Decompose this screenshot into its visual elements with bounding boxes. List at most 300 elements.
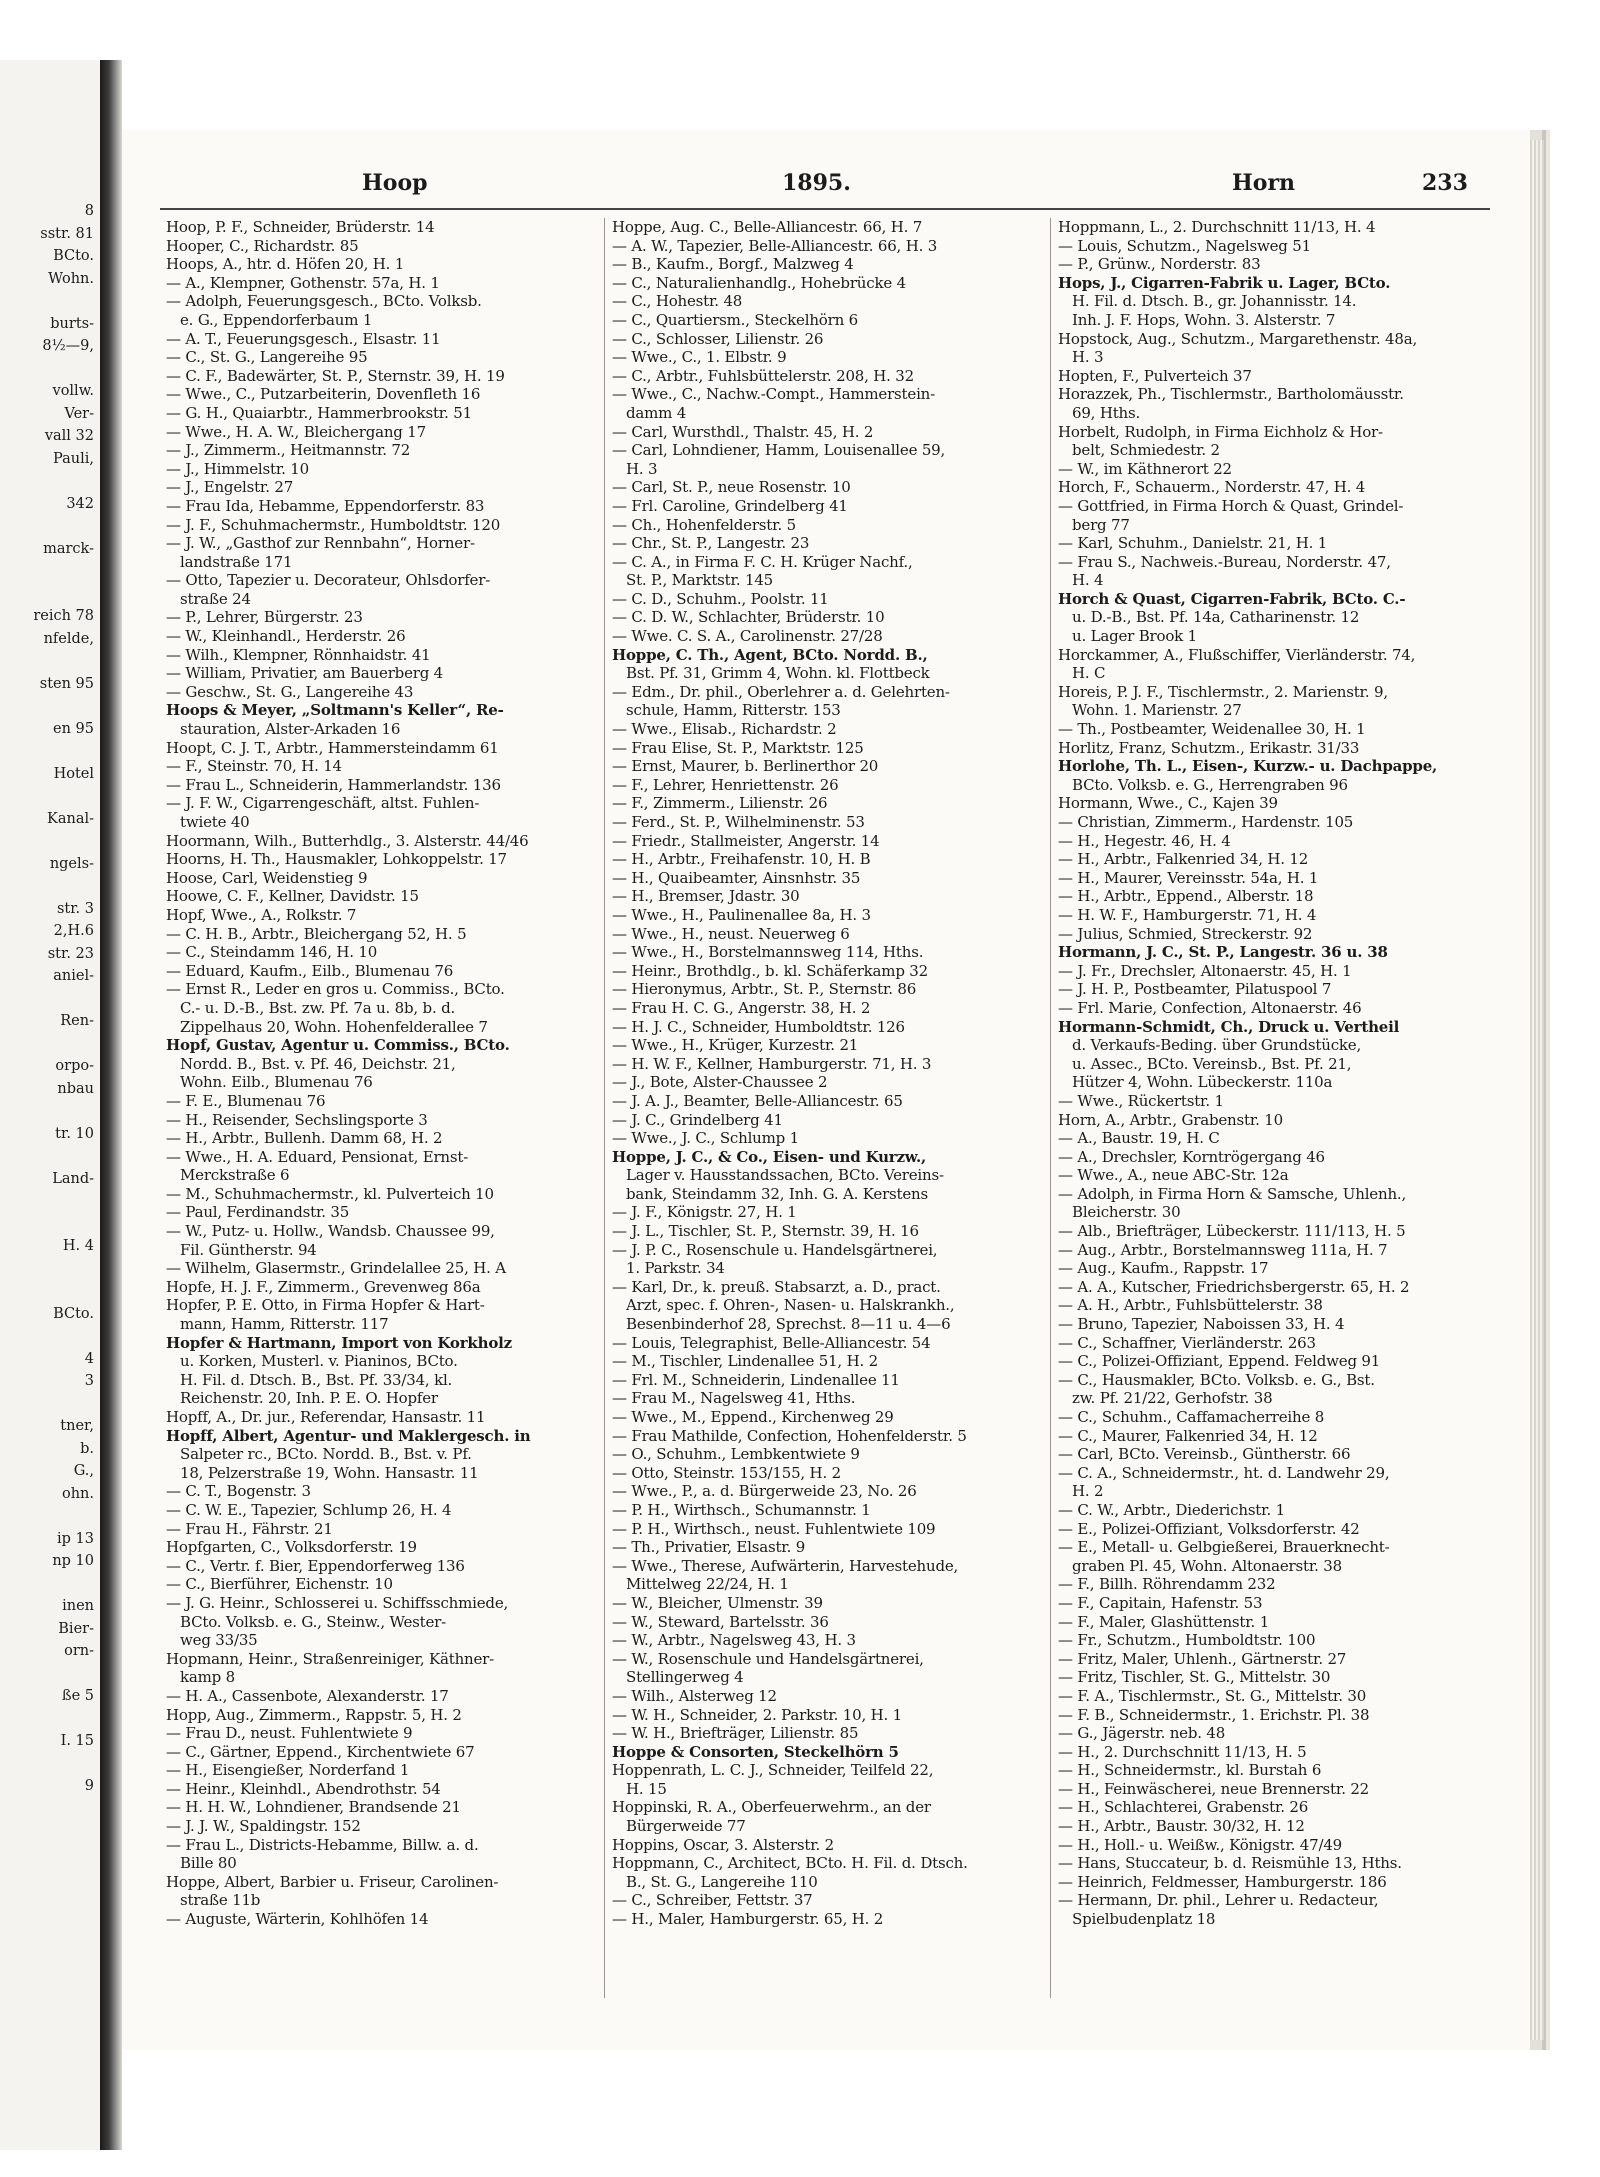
directory-entry: — Otto, Steinstr. 153/155, H. 2 xyxy=(612,1463,841,1482)
directory-entry: Hopfe, H. J. F., Zimmerm., Grevenweg 86a xyxy=(166,1277,481,1296)
directory-entry: H. 15 xyxy=(626,1779,667,1798)
column-2 xyxy=(612,218,1044,1929)
directory-entry: — Wwe., J. C., Schlump 1 xyxy=(612,1129,799,1148)
directory-entry: — Otto, Tapezier u. Decorateur, Ohlsdorfer- xyxy=(166,571,491,590)
directory-entry: Hoose, Carl, Weidenstieg 9 xyxy=(166,868,368,887)
directory-entry: — H., 2. Durchschnitt 11/13, H. 5 xyxy=(1058,1742,1307,1761)
directory-entry: — Geschw., St. G., Langereihe 43 xyxy=(166,682,414,701)
directory-entry: — Fritz, Tischler, St. G., Mittelstr. 30 xyxy=(1058,1668,1331,1687)
directory-entry: Bleicherstr. 30 xyxy=(1072,1203,1181,1222)
directory-entry: H. 3 xyxy=(626,459,658,478)
directory-entry: Reichenstr. 20, Inh. P. E. O. Hopfer xyxy=(180,1389,438,1408)
previous-page-fragment: vollw. xyxy=(52,383,94,399)
directory-entry: Spielbudenplatz 18 xyxy=(1072,1910,1216,1929)
directory-entry: landstraße 171 xyxy=(180,552,293,571)
previous-page-fragment: str. 23 xyxy=(47,945,94,962)
previous-page-fragment xyxy=(0,650,94,673)
directory-entry: — A., Drechsler, Korntrögergang 46 xyxy=(1058,1147,1325,1166)
directory-entry: Horbelt, Rudolph, in Firma Eichholz & Hor- xyxy=(1058,422,1383,441)
directory-entry: — J. G. Heinr., Schlosserei u. Schiffsschmiede, xyxy=(166,1593,509,1612)
directory-entry: e. G., Eppendorferbaum 1 xyxy=(180,310,373,329)
directory-entry: kamp 8 xyxy=(180,1668,235,1687)
directory-entry: Horckammer, A., Flußschiffer, Vierländerstr. 74, xyxy=(1058,645,1416,664)
directory-entry: — Carl, Wursthdl., Thalstr. 45, H. 2 xyxy=(612,422,874,441)
previous-page-fragment: Land- xyxy=(52,1170,94,1187)
directory-entry: — C., Arbtr., Fuhlsbüttelerstr. 208, H. 32 xyxy=(612,366,914,385)
directory-entry: — J. C., Grindelberg 41 xyxy=(612,1110,783,1129)
directory-entry: — O., Schuhm., Lembkentwiete 9 xyxy=(612,1445,860,1464)
previous-page-fragment: Wohn. xyxy=(48,270,94,287)
directory-entry: Hopfer, P. E. Otto, in Firma Hopfer & Hart- xyxy=(166,1296,485,1315)
previous-page-fragment: sten 95 xyxy=(39,675,94,692)
previous-page-fragment: b. xyxy=(80,1440,94,1457)
directory-entry: d. Verkaufs-Beding. über Grundstücke, xyxy=(1072,1036,1362,1055)
previous-page-fragment xyxy=(0,560,94,583)
previous-page-fragment: ße 5 xyxy=(61,1688,94,1704)
directory-entry: — H., Arbtr., Eppend., Alberstr. 18 xyxy=(1058,887,1314,906)
previous-page-fragment: 4 xyxy=(84,1350,94,1367)
directory-entry: — C. A., in Firma F. C. H. Krüger Nachf., xyxy=(612,552,913,571)
directory-entry: — Aug., Kaufm., Rappstr. 17 xyxy=(1058,1259,1269,1278)
directory-entry: — C., Quartiersm., Steckelhörn 6 xyxy=(612,310,858,329)
previous-page-fragment: 8 xyxy=(84,203,94,219)
directory-entry: Hormann, Wwe., C., Kajen 39 xyxy=(1058,794,1278,813)
previous-page-fragment: en 95 xyxy=(53,720,94,737)
directory-entry: — C., Schaffner, Vierländerstr. 263 xyxy=(1058,1333,1316,1352)
previous-page-fragment xyxy=(0,785,94,808)
previous-page-fragment: vall 32 xyxy=(44,428,94,444)
directory-entry: Zippelhaus 20, Wohn. Hohenfelderallee 7 xyxy=(180,1017,488,1036)
previous-page-fragment: Kanal- xyxy=(47,810,94,827)
column-1 xyxy=(166,218,598,1929)
directory-entry: Hoppe, Aug. C., Belle-Alliancestr. 66, H. 7 xyxy=(612,218,923,236)
directory-entry: — H., Schlachterei, Grabenstr. 26 xyxy=(1058,1798,1309,1817)
directory-entry: — H., Eisengießer, Norderfand 1 xyxy=(166,1761,410,1780)
previous-page-fragment xyxy=(0,1325,94,1348)
directory-entry: — A., Baustr. 19, H. C xyxy=(1058,1129,1220,1148)
directory-entry: Horch, F., Schauerm., Norderstr. 47, H. 4 xyxy=(1058,478,1366,497)
directory-entry: — F. B., Schneidermstr., 1. Erichstr. Pl. 38 xyxy=(1058,1705,1370,1724)
directory-entry: BCto. Volksb. e. G., Steinw., Wester- xyxy=(180,1612,446,1631)
page-header xyxy=(152,170,1502,210)
directory-entry: — Wwe., H., Paulinenallee 8a, H. 3 xyxy=(612,905,871,924)
directory-entry: Hoppe, J. C., & Co., Eisen- und Kurzw., xyxy=(612,1147,927,1166)
directory-entry: H. C xyxy=(1072,664,1106,683)
directory-entry: — C., Schuhm., Caffamacherreihe 8 xyxy=(1058,1408,1325,1426)
previous-page-fragment: Ren- xyxy=(60,1013,94,1029)
directory-entry: — C., Vertr. f. Bier, Eppendorferweg 136 xyxy=(166,1556,465,1575)
directory-entry: u. Assec., BCto. Vereinsb., Bst. Pf. 21, xyxy=(1072,1054,1352,1073)
previous-page-fragment xyxy=(0,1145,94,1168)
directory-entry: — Th., Privatier, Elsastr. 9 xyxy=(612,1538,806,1557)
directory-entry: 69, Hths. xyxy=(1072,403,1141,422)
directory-entry: — Wilh., Alsterweg 12 xyxy=(612,1686,777,1705)
directory-entry: Horeis, P. J. F., Tischlermstr., 2. Marienstr. 9, xyxy=(1058,682,1388,701)
directory-entry: — C., St. G., Langereihe 95 xyxy=(166,348,368,367)
directory-entry: Besenbinderhof 28, Sprechst. 8—11 u. 4—6 xyxy=(626,1315,951,1334)
directory-entry: Hoppe, Albert, Barbier u. Friseur, Carolinen- xyxy=(166,1872,499,1891)
directory-entry: mann, Hamm, Ritterstr. 117 xyxy=(180,1315,389,1334)
directory-entry: Bille 80 xyxy=(180,1854,237,1873)
previous-page-fragment: orpo- xyxy=(55,1058,94,1074)
previous-page-fragment: orn- xyxy=(64,1643,94,1659)
directory-entry: B., St. G., Langereihe 110 xyxy=(626,1872,818,1891)
directory-entry: — P., Grünw., Norderstr. 83 xyxy=(1058,255,1261,274)
directory-entry: — F., Lehrer, Henriettenstr. 26 xyxy=(612,775,839,794)
directory-entry: — H., Quaibeamter, Ainsnhstr. 35 xyxy=(612,868,861,887)
previous-page-fragment: 8½—9, xyxy=(42,338,94,354)
directory-entry: — C. H. B., Arbtr., Bleichergang 52, H. 5 xyxy=(166,924,467,943)
directory-entry: — A., Klempner, Gothenstr. 57a, H. 1 xyxy=(166,273,440,292)
directory-entry: Hopten, F., Pulverteich 37 xyxy=(1058,366,1252,385)
year: 1895. xyxy=(782,170,851,196)
previous-page-fragment xyxy=(0,1820,94,1843)
directory-entry: — Wwe., H., neust. Neuerweg 6 xyxy=(612,924,850,943)
directory-entry: u. Lager Brook 1 xyxy=(1072,627,1197,646)
previous-page-fragment: Ver- xyxy=(64,405,94,422)
previous-page-fragment xyxy=(0,695,94,718)
directory-entry: Nordd. B., Bst. v. Pf. 46, Deichstr. 21, xyxy=(180,1054,456,1073)
right-catchword: Horn xyxy=(1232,170,1296,196)
directory-entry: Wohn. 1. Marienstr. 27 xyxy=(1072,701,1242,720)
previous-page-fragment xyxy=(0,515,94,538)
previous-page-fragment xyxy=(0,1280,94,1303)
directory-entry: — J. L., Tischler, St. P., Sternstr. 39, H. 16 xyxy=(612,1222,919,1241)
directory-entry: — J., Zimmerm., Heitmannstr. 72 xyxy=(166,441,411,460)
directory-entry: Hopf, Wwe., A., Rolkstr. 7 xyxy=(166,905,357,924)
directory-entry: — M., Tischler, Lindenallee 51, H. 2 xyxy=(612,1352,878,1371)
directory-entry: zw. Pf. 21/22, Gerhofstr. 38 xyxy=(1072,1389,1273,1408)
directory-entry: — Frl. Caroline, Grindelberg 41 xyxy=(612,496,848,515)
previous-page-fragment: I. 15 xyxy=(60,1733,94,1749)
previous-page-fragment xyxy=(0,583,94,606)
directory-entry: — Louis, Telegraphist, Belle-Alliancestr. 54 xyxy=(612,1333,931,1352)
directory-entry: — H. A., Cassenbote, Alexanderstr. 17 xyxy=(166,1686,449,1705)
directory-entry: Hopf, Gustav, Agentur u. Commiss., BCto. xyxy=(166,1036,510,1055)
directory-entry: — Karl, Schuhm., Danielstr. 21, H. 1 xyxy=(1058,534,1328,553)
directory-entry: — C., Schlosser, Lilienstr. 26 xyxy=(612,329,824,348)
directory-entry: — Hans, Stuccateur, b. d. Reismühle 13, Hths. xyxy=(1058,1854,1402,1873)
directory-entry: — E., Polizei-Offiziant, Volksdorferstr. 42 xyxy=(1058,1519,1360,1538)
directory-entry: — Wwe., Rückertstr. 1 xyxy=(1058,1091,1224,1110)
previous-page-fragment: ip 13 xyxy=(57,1530,94,1547)
directory-entry: — Ferd., St. P., Wilhelminenstr. 53 xyxy=(612,813,865,831)
directory-entry: — Fritz, Maler, Uhlenh., Gärtnerstr. 27 xyxy=(1058,1649,1347,1668)
directory-entry: — Carl, Lohndiener, Hamm, Louisenallee 59, xyxy=(612,441,946,460)
previous-page-fragment xyxy=(0,1393,94,1416)
directory-entry: Hopfer & Hartmann, Import von Korkholz xyxy=(166,1333,512,1352)
directory-entry: Arzt, spec. f. Ohren-, Nasen- u. Halskrankh., xyxy=(626,1296,955,1315)
directory-entry: — Karl, Dr., k. preuß. Stabsarzt, a. D., pract. xyxy=(612,1277,941,1296)
directory-entry: Hopff, A., Dr. jur., Referendar, Hansastr. 11 xyxy=(166,1408,486,1426)
previous-page-fragment: 2,H.6 xyxy=(53,923,94,939)
page-number: 233 xyxy=(1422,170,1468,196)
directory-entry: BCto. Volksb. e. G., Herrengraben 96 xyxy=(1072,775,1348,794)
directory-entry: — F., Maler, Glashüttenstr. 1 xyxy=(1058,1612,1270,1631)
previous-page-fragment xyxy=(0,1190,94,1213)
directory-entry: — Frau H. C. G., Angerstr. 38, H. 2 xyxy=(612,998,871,1017)
directory-entry: Hops, J., Cigarren-Fabrik u. Lager, BCto. xyxy=(1058,273,1391,292)
directory-entry: — W., Steward, Bartelsstr. 36 xyxy=(612,1612,829,1631)
directory-entry: — Paul, Ferdinandstr. 35 xyxy=(166,1203,350,1222)
directory-entry: — W., Bleicher, Ulmenstr. 39 xyxy=(612,1593,823,1612)
directory-entry: H. 2 xyxy=(1072,1482,1104,1501)
directory-entry: Hopfgarten, C., Volksdorferstr. 19 xyxy=(166,1538,417,1557)
directory-entry: — C., Schreiber, Fettstr. 37 xyxy=(612,1891,813,1910)
directory-entry: — H. W. F., Kellner, Hamburgerstr. 71, H. 3 xyxy=(612,1054,932,1073)
directory-entry: St. P., Marktstr. 145 xyxy=(626,571,774,590)
directory-entry: — J. P. C., Rosenschule u. Handelsgärtnerei, xyxy=(612,1240,938,1259)
directory-entry: straße 11b xyxy=(180,1891,261,1910)
directory-entry: — Frau Mathilde, Confection, Hohenfelderstr. 5 xyxy=(612,1426,967,1445)
directory-entry: Hoppenrath, L. C. J., Schneider, Teilfeld 22, xyxy=(612,1761,934,1780)
directory-entry: — F. E., Blumenau 76 xyxy=(166,1091,326,1110)
directory-entry: — J. F. W., Cigarrengeschäft, altst. Fuhlen- xyxy=(166,794,480,813)
previous-page-fragment: aniel- xyxy=(53,968,94,984)
directory-entry: — Wwe., H. A. W., Bleichergang 17 xyxy=(166,422,426,441)
previous-page-fragment: BCto. xyxy=(53,1305,94,1322)
directory-entry: — C. W., Arbtr., Diederichstr. 1 xyxy=(1058,1500,1285,1519)
previous-page-fragment: marck- xyxy=(43,540,94,557)
directory-entry: — G., Jägerstr. neb. 48 xyxy=(1058,1724,1226,1743)
directory-entry: — Fr., Schutzm., Humboldtstr. 100 xyxy=(1058,1631,1316,1650)
directory-entry: — Frl. M., Schneiderin, Lindenallee 11 xyxy=(612,1370,900,1389)
directory-entry: u. Korken, Musterl. v. Pianinos, BCto. xyxy=(180,1352,458,1371)
directory-entry: — Gottfried, in Firma Horch & Quast, Grindel- xyxy=(1058,496,1404,515)
directory-entry: — C. T., Bogenstr. 3 xyxy=(166,1482,311,1501)
previous-page-fragment xyxy=(0,1663,94,1686)
directory-entry: Hoppinski, R. A., Oberfeuerwehrm., an der xyxy=(612,1798,931,1817)
directory-entry: — C. F., Badewärter, St. P., Sternstr. 39, H. 19 xyxy=(166,366,505,385)
directory-entry: — Edm., Dr. phil., Oberlehrer a. d. Gelehrten- xyxy=(612,682,950,701)
directory-entry: — H., Arbtr., Falkenried 34, H. 12 xyxy=(1058,850,1309,869)
directory-entry: Horn, A., Arbtr., Grabenstr. 10 xyxy=(1058,1110,1283,1129)
directory-entry: berg 77 xyxy=(1072,515,1130,534)
directory-entry: — C., Naturalienhandlg., Hohebrücke 4 xyxy=(612,273,906,292)
directory-entry: — Wwe., C., Putzarbeiterin, Dovenfleth 16 xyxy=(166,385,481,404)
directory-entry: Hoops & Meyer, „Soltmann's Keller“, Re- xyxy=(166,701,504,720)
directory-entry: — Wwe., H. A. Eduard, Pensionat, Ernst- xyxy=(166,1147,469,1166)
directory-entry: — Hieronymus, Arbtr., St. P., Sternstr. 86 xyxy=(612,980,917,999)
directory-entry: — Frau M., Nagelsweg 41, Hths. xyxy=(612,1389,856,1408)
previous-page-fragment: inen xyxy=(62,1598,94,1614)
directory-entry: — C., Steindamm 146, H. 10 xyxy=(166,943,378,962)
directory-entry: — C. W. E., Tapezier, Schlump 26, H. 4 xyxy=(166,1500,452,1519)
directory-entry: Hormann, J. C., St. P., Langestr. 36 u. 38 xyxy=(1058,943,1388,962)
directory-entry: Hopmann, Heinr., Straßenreiniger, Käthner- xyxy=(166,1649,495,1668)
directory-entry: Hoops, A., htr. d. Höfen 20, H. 1 xyxy=(166,255,405,274)
directory-entry: — Heinrich, Feldmesser, Hamburgerstr. 186 xyxy=(1058,1872,1387,1891)
directory-entry: — H., Maler, Hamburgerstr. 65, H. 2 xyxy=(612,1910,884,1929)
directory-entry: — Heinr., Brothdlg., b. kl. Schäferkamp 32 xyxy=(612,961,928,980)
directory-entry: — Carl, St. P., neue Rosenstr. 10 xyxy=(612,478,851,497)
directory-entry: — A. A., Kutscher, Friedrichsbergerstr. 65, H. 2 xyxy=(1058,1277,1410,1296)
previous-page-fragment: tner, xyxy=(60,1418,94,1434)
directory-entry: — Wwe., C., Nachw.-Compt., Hammerstein- xyxy=(612,385,935,404)
column-divider xyxy=(1050,218,1051,1998)
directory-entry: — Heinr., Kleinhdl., Abendrothstr. 54 xyxy=(166,1779,441,1798)
directory-entry: — Wwe. C. S. A., Carolinenstr. 27/28 xyxy=(612,627,883,646)
directory-entry: — Ch., Hohenfelderstr. 5 xyxy=(612,515,796,534)
previous-page-fragments xyxy=(0,200,100,1865)
previous-page-fragment xyxy=(0,1505,94,1528)
left-catchword: Hoop xyxy=(362,170,428,196)
directory-entry: stauration, Alster-Arkaden 16 xyxy=(180,720,401,739)
directory-entry: — F., Capitain, Hafenstr. 53 xyxy=(1058,1593,1263,1612)
directory-entry: — C., Bierführer, Eichenstr. 10 xyxy=(166,1575,393,1594)
directory-entry: — J., Bote, Alster-Chaussee 2 xyxy=(612,1073,828,1092)
directory-entry: — H., Schneidermstr., kl. Burstah 6 xyxy=(1058,1761,1322,1780)
directory-entry: — H., Maurer, Vereinsstr. 54a, H. 1 xyxy=(1058,868,1319,887)
directory-entry: Mittelweg 22/24, H. 1 xyxy=(626,1575,789,1594)
directory-entry: — H., Holl.- u. Weißw., Königstr. 47/49 xyxy=(1058,1835,1343,1854)
directory-entry: — G. H., Quaiarbtr., Hammerbrookstr. 51 xyxy=(166,403,472,422)
previous-page-fragment xyxy=(0,1033,94,1056)
previous-page-fragment: np 10 xyxy=(52,1553,94,1569)
directory-entry: — F., Steinstr. 70, H. 14 xyxy=(166,757,342,776)
directory-entry: — W., Kleinhandl., Herderstr. 26 xyxy=(166,627,406,646)
directory-entry: bank, Steindamm 32, Inh. G. A. Kerstens xyxy=(626,1184,928,1203)
directory-entry: — H., Feinwäscherei, neue Brennerstr. 22 xyxy=(1058,1779,1370,1798)
directory-entry: Lager v. Hausstandssachen, BCto. Vereins- xyxy=(626,1166,944,1185)
directory-entry: — Wwe., M., Eppend., Kirchenweg 29 xyxy=(612,1408,894,1426)
directory-entry: Salpeter rc., BCto. Nordd. B., Bst. v. Pf. xyxy=(180,1445,472,1464)
directory-entry: — H., Arbtr., Baustr. 30/32, H. 12 xyxy=(1058,1817,1305,1836)
directory-entry: schule, Hamm, Ritterstr. 153 xyxy=(626,701,841,720)
directory-entry: — C., Hausmakler, BCto. Volksb. e. G., Bst. xyxy=(1058,1370,1375,1389)
directory-entry: — Adolph, in Firma Horn & Samsche, Uhlenh., xyxy=(1058,1184,1407,1203)
directory-entry: — Julius, Schmied, Streckerstr. 92 xyxy=(1058,924,1313,943)
directory-entry: Hoorns, H. Th., Hausmakler, Lohkoppelstr. 17 xyxy=(166,850,507,869)
previous-page-fragment xyxy=(0,470,94,493)
directory-entry: C.- u. D.-B., Bst. zw. Pf. 7a u. 8b, b. d. xyxy=(180,998,456,1017)
directory-entry: — Frau L., Districts-Hebamme, Billw. a. d. xyxy=(166,1835,479,1854)
directory-entry: — J. F., Schuhmachermstr., Humboldtstr. 120 xyxy=(166,515,501,534)
previous-page-fragment xyxy=(0,290,94,313)
directory-entry: — Wwe., H., Borstelmannsweg 114, Hths. xyxy=(612,943,924,962)
directory-entry: — C. A., Schneidermstr., ht. d. Landwehr 29, xyxy=(1058,1463,1390,1482)
directory-entry: Hopff, Albert, Agentur- und Maklergesch. in xyxy=(166,1426,531,1445)
directory-entry: — Carl, BCto. Vereinsb., Güntherstr. 66 xyxy=(1058,1445,1351,1464)
previous-page-fragment xyxy=(0,1798,94,1821)
directory-entry: — Frau S., Nachweis.-Bureau, Norderstr. 47, xyxy=(1058,552,1391,571)
directory-entry: — Frau D., neust. Fuhlentwiete 9 xyxy=(166,1724,413,1743)
directory-entry: Bst. Pf. 31, Grimm 4, Wohn. kl. Flottbeck xyxy=(626,664,930,683)
previous-page-fragment: 342 xyxy=(66,495,94,512)
directory-entry: straße 24 xyxy=(180,589,251,608)
directory-entry: Fil. Güntherstr. 94 xyxy=(180,1240,317,1259)
directory-entry: — Wwe., Elisab., Richardstr. 2 xyxy=(612,720,837,739)
directory-entry: damm 4 xyxy=(626,403,687,422)
directory-entry: — A. T., Feuerungsgesch., Elsastr. 11 xyxy=(166,329,441,348)
directory-entry: — Frau L., Schneiderin, Hammerlandstr. 136 xyxy=(166,775,501,794)
previous-page-fragment xyxy=(0,1843,94,1866)
directory-entry: — H. H. W., Lohndiener, Brandsende 21 xyxy=(166,1798,461,1817)
directory-entry: Wohn. Eilb., Blumenau 76 xyxy=(180,1073,373,1092)
directory-entry: — Chr., St. P., Langestr. 23 xyxy=(612,534,810,553)
directory-page xyxy=(122,130,1530,2050)
directory-entry: belt, Schmiedestr. 2 xyxy=(1072,441,1220,460)
directory-entry: Inh. J. F. Hops, Wohn. 3. Alsterstr. 7 xyxy=(1072,310,1336,329)
previous-page-fragment: str. 3 xyxy=(56,900,94,917)
directory-entry: — W. H., Schneider, 2. Parkstr. 10, H. 1 xyxy=(612,1705,902,1724)
directory-entry: H. 4 xyxy=(1072,571,1104,590)
directory-entry: Hoopt, C. J. T., Arbtr., Hammersteindamm 61 xyxy=(166,738,499,757)
directory-entry: — B., Kaufm., Borgf., Malzweg 4 xyxy=(612,255,854,274)
directory-entry: — P., Lehrer, Bürgerstr. 23 xyxy=(166,608,363,627)
column-divider xyxy=(604,218,605,1998)
directory-entry: — J., Engelstr. 27 xyxy=(166,478,294,497)
directory-entry: — J., Himmelstr. 10 xyxy=(166,459,309,478)
directory-entry: — Aug., Arbtr., Borstelmannsweg 111a, H. 7 xyxy=(1058,1240,1388,1259)
directory-entry: — H. J. C., Schneider, Humboldtstr. 126 xyxy=(612,1017,905,1036)
directory-entry: H. 3 xyxy=(1072,348,1104,367)
directory-entry: Horazzek, Ph., Tischlermstr., Bartholomäusstr. xyxy=(1058,385,1404,404)
directory-entry: — C. D. W., Schlachter, Brüderstr. 10 xyxy=(612,608,885,627)
directory-entry: — Wwe., Therese, Aufwärterin, Harvestehude, xyxy=(612,1556,959,1575)
directory-entry: weg 33/35 xyxy=(180,1631,258,1650)
directory-entry: — H., Reisender, Sechslingsporte 3 xyxy=(166,1110,428,1129)
directory-entry: — Auguste, Wärterin, Kohlhöfen 14 xyxy=(166,1910,429,1929)
previous-page-fragment: H. 4 xyxy=(62,1238,94,1254)
directory-entry: graben Pl. 45, Wohn. Altonaerstr. 38 xyxy=(1072,1556,1342,1575)
directory-entry: — C., Gärtner, Eppend., Kirchentwiete 67 xyxy=(166,1742,475,1761)
directory-entry: — Christian, Zimmerm., Hardenstr. 105 xyxy=(1058,813,1354,831)
directory-entry: — Wwe., A., neue ABC-Str. 12a xyxy=(1058,1166,1289,1185)
previous-page-fragment xyxy=(0,740,94,763)
directory-entry: — C., Maurer, Falkenried 34, H. 12 xyxy=(1058,1426,1318,1445)
directory-entry: — J. Fr., Drechsler, Altonaerstr. 45, H. 1 xyxy=(1058,961,1352,980)
previous-page-fragment: Hotel xyxy=(53,765,94,782)
directory-entry: — J. J. W., Spaldingstr. 152 xyxy=(166,1817,361,1836)
directory-entry: — J. H. P., Postbeamter, Pilatuspool 7 xyxy=(1058,980,1332,999)
previous-page-fragment xyxy=(0,1708,94,1731)
previous-page-fragment: ohn. xyxy=(61,1485,94,1502)
previous-page-fragment: nbau xyxy=(57,1080,94,1097)
directory-entry: Hooper, C., Richardstr. 85 xyxy=(166,236,359,255)
directory-entry: — Wwe., P., a. d. Bürgerweide 23, No. 26 xyxy=(612,1482,917,1501)
directory-entry: — Wilh., Klempner, Rönnhaidstr. 41 xyxy=(166,645,431,664)
directory-entry: — E., Metall- u. Gelbgießerei, Brauerknecht- xyxy=(1058,1538,1390,1557)
directory-entry: — C., Hohestr. 48 xyxy=(612,292,743,311)
previous-page-fragment: reich 78 xyxy=(33,608,94,624)
directory-entry: — Adolph, Feuerungsgesch., BCto. Volksb. xyxy=(166,292,482,311)
directory-entry: — Wwe., H., Krüger, Kurzestr. 21 xyxy=(612,1036,859,1055)
previous-page-fragment: burts- xyxy=(50,315,94,332)
directory-entry: — Eduard, Kaufm., Eilb., Blumenau 76 xyxy=(166,961,454,980)
previous-page-fragment xyxy=(0,1213,94,1236)
directory-entry: Hoppe & Consorten, Steckelhörn 5 xyxy=(612,1742,899,1761)
directory-entry: — P. H., Wirthsch., Schumannstr. 1 xyxy=(612,1500,871,1519)
directory-entry: — F. A., Tischlermstr., St. G., Mittelstr. 30 xyxy=(1058,1686,1367,1705)
directory-entry: Bürgerweide 77 xyxy=(626,1817,746,1836)
directory-entry: — Friedr., Stallmeister, Angerstr. 14 xyxy=(612,831,880,850)
previous-page-fragment xyxy=(0,358,94,381)
previous-page-margin xyxy=(0,60,101,2150)
directory-entry: — Frau Ida, Hebamme, Eppendorferstr. 83 xyxy=(166,496,485,515)
directory-entry: — Louis, Schutzm., Nagelsweg 51 xyxy=(1058,236,1311,255)
page-edge xyxy=(1530,140,1544,2040)
header-rule xyxy=(160,208,1490,210)
directory-entry: Hoppe, C. Th., Agent, BCto. Nordd. B., xyxy=(612,645,928,664)
book-binding xyxy=(100,60,122,2150)
previous-page-fragment: nfelde, xyxy=(43,630,94,647)
directory-entry: — A. W., Tapezier, Belle-Alliancestr. 66, H. 3 xyxy=(612,236,938,255)
previous-page-fragment xyxy=(0,1573,94,1596)
previous-page-fragment xyxy=(0,1100,94,1123)
previous-page-fragment xyxy=(0,875,94,898)
previous-page-fragment: Pauli, xyxy=(53,450,94,467)
